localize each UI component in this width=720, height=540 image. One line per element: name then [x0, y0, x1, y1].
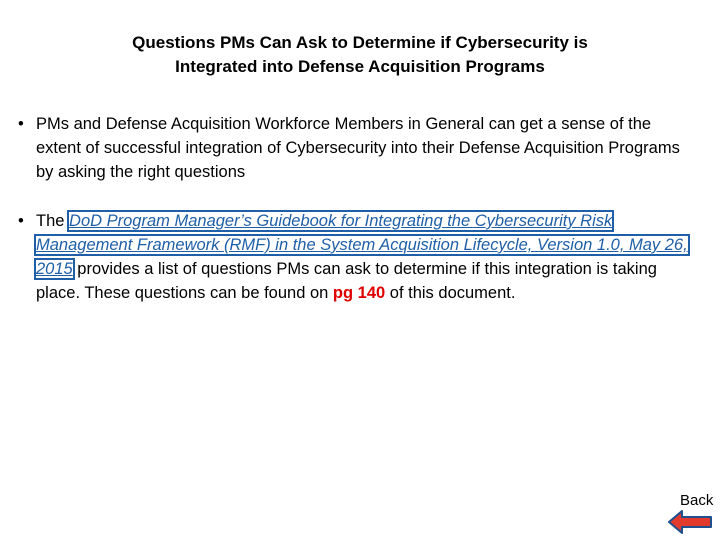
back-arrow-icon — [668, 510, 712, 534]
slide-title-line-2: Integrated into Defense Acquisition Programs — [175, 57, 545, 76]
bullet-marker: • — [18, 212, 24, 230]
slide-title — [60, 31, 660, 79]
guidebook-link[interactable]: DoD Program Manager’s Guidebook for Integrating the Cybersecurity Risk Management Framework (RMF) in the System Acquisition Lifecycle, Version 1.0, May 26, 2015 — [36, 212, 688, 278]
bullet-1-text: PMs and Defense Acquisition Workforce Members in General can get a sense of the extent of successful integration of Cybersecurity into their Defense Acquisition Programs by asking the right questions — [36, 115, 680, 181]
slide-title-line-1: Questions PMs Can Ask to Determine if Cybersecurity is — [132, 33, 588, 52]
back-label: Back — [680, 492, 714, 509]
bullet-list — [18, 112, 688, 305]
bullet-2-prefix: The — [36, 212, 70, 230]
back-button[interactable] — [668, 510, 712, 534]
bullet-2-suffix: of this document. — [385, 284, 516, 302]
bullet-item-1 — [18, 112, 688, 184]
page-reference: pg 140 — [332, 284, 386, 302]
bullet-item-2 — [18, 209, 688, 305]
bullet-marker: • — [18, 115, 24, 133]
bullet-2-middle: provides a list of questions PMs can ask to determine if this integration is taking place. These questions can be found on — [36, 260, 657, 302]
